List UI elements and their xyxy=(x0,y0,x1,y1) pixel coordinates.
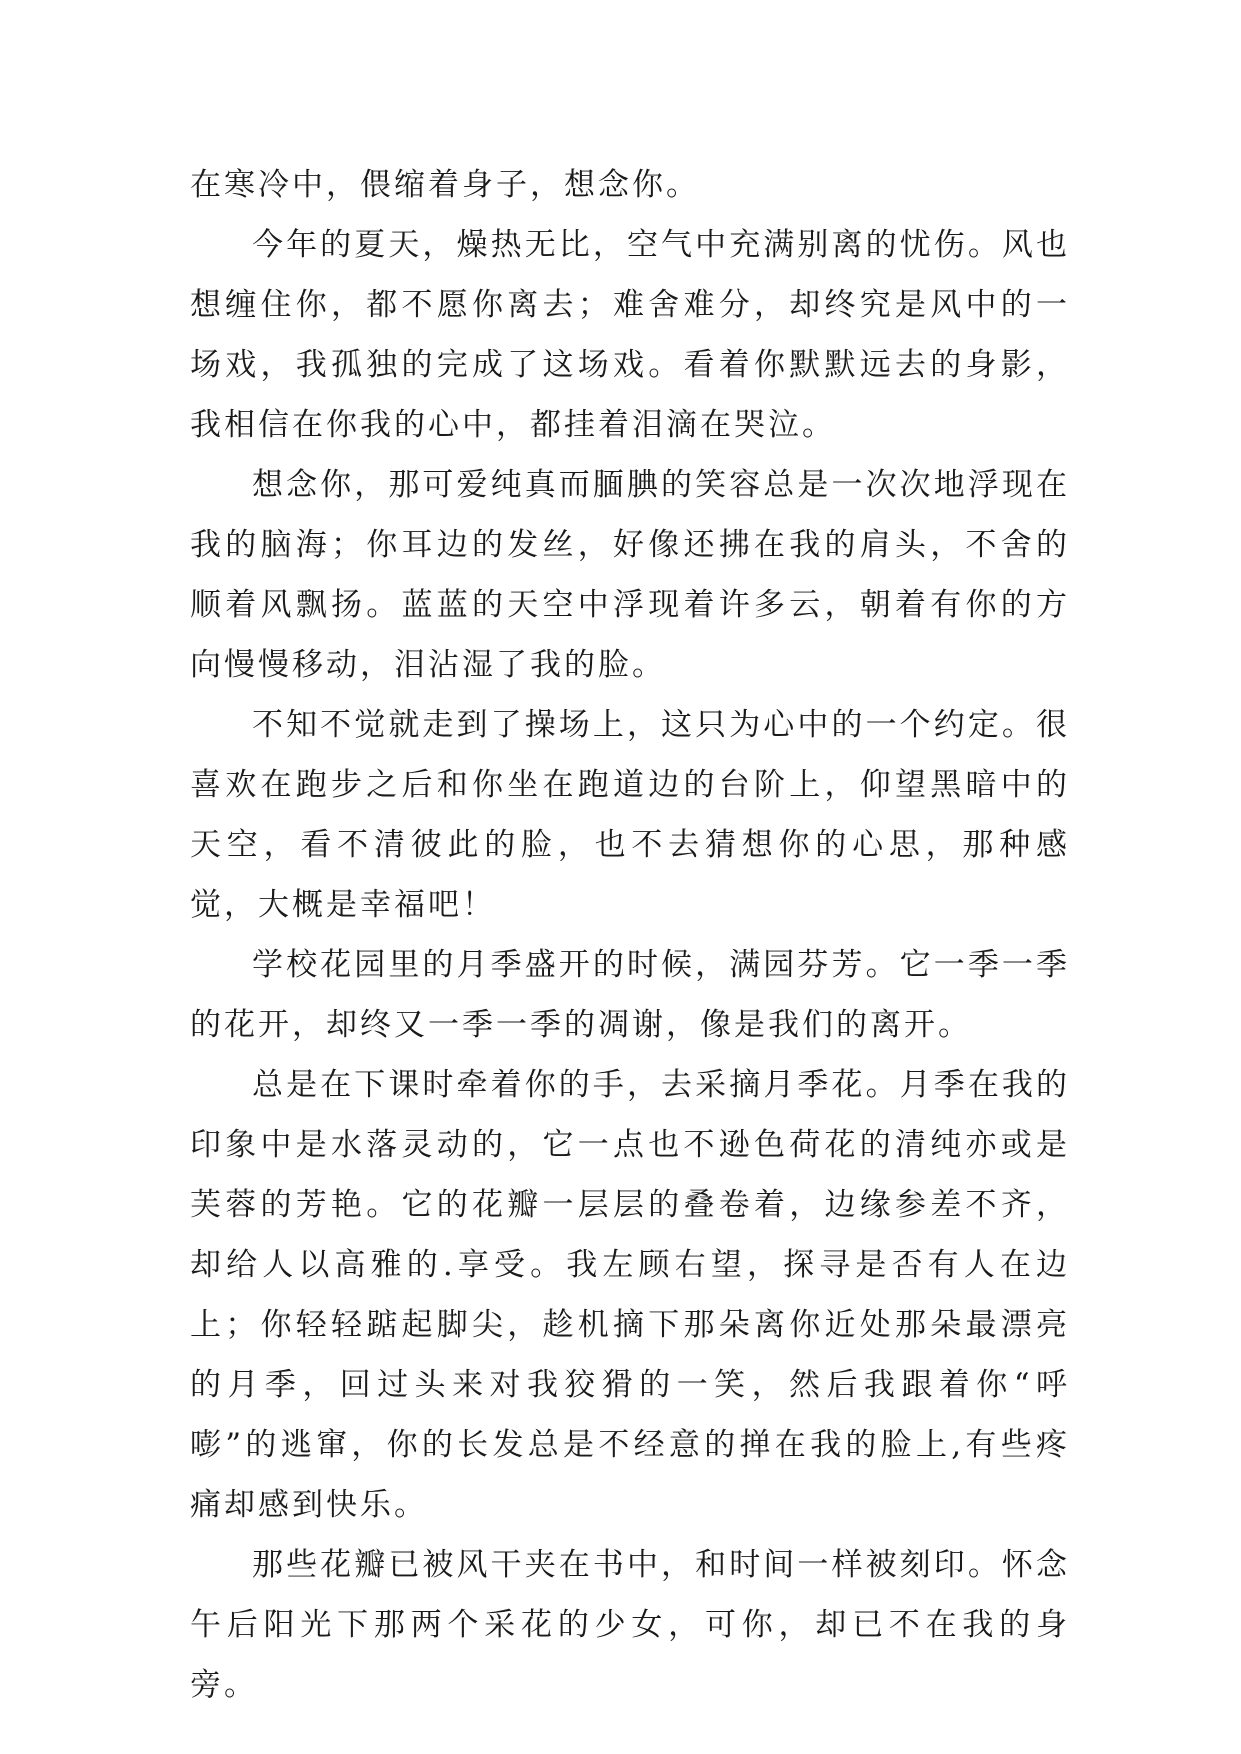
essay-body xyxy=(190,155,1070,1715)
paragraph-4: 不知不觉就走到了操场上，这只为心中的一个约定。很喜欢在跑步之后和你坐在跑道边的台阶上，仰望黑暗中的天空，看不清彼此的脸，也不去猜想你的心思，那种感觉，大概是幸福吧！ xyxy=(190,707,1070,923)
paragraph-5: 学校花园里的月季盛开的时候，满园芬芳。它一季一季的花开，却终又一季一季的凋谢，像是我们的离开。 xyxy=(190,947,1070,1043)
paragraph-2: 今年的夏天，燥热无比，空气中充满别离的忧伤。风也想缠住你，都不愿你离去；难舍难分，却终究是风中的一场戏，我孤独的完成了这场戏。看着你默默远去的身影，我相信在你我的心中，都挂着泪滴在哭泣。 xyxy=(190,227,1070,443)
paragraph-3: 想念你，那可爱纯真而腼腆的笑容总是一次次地浮现在我的脑海；你耳边的发丝，好像还拂在我的肩头，不舍的顺着风飘扬。蓝蓝的天空中浮现着许多云，朝着有你的方向慢慢移动，泪沾湿了我的脸。 xyxy=(190,467,1070,683)
paragraph-6: 总是在下课时牵着你的手，去采摘月季花。月季在我的印象中是水落灵动的，它一点也不逊色荷花的清纯亦或是芙蓉的芳艳。它的花瓣一层层的叠卷着，边缘参差不齐，却给人以高雅的.享受。我左顾右望，探寻是否有人在边上；你轻轻踮起脚尖，趁机摘下那朵离你近处那朵最漂亮的月季，回过头来对我狡猾的一笑，然后我跟着你“呼嘭”的逃窜，你的长发总是不经意的掸在我的脸上,有些疼痛却感到快乐。 xyxy=(190,1067,1070,1523)
paragraph-1: 在寒冷中，偎缩着身子，想念你。 xyxy=(190,167,700,203)
paragraph-7: 那些花瓣已被风干夹在书中，和时间一样被刻印。怀念午后阳光下那两个采花的少女，可你，却已不在我的身旁。 xyxy=(190,1547,1070,1703)
